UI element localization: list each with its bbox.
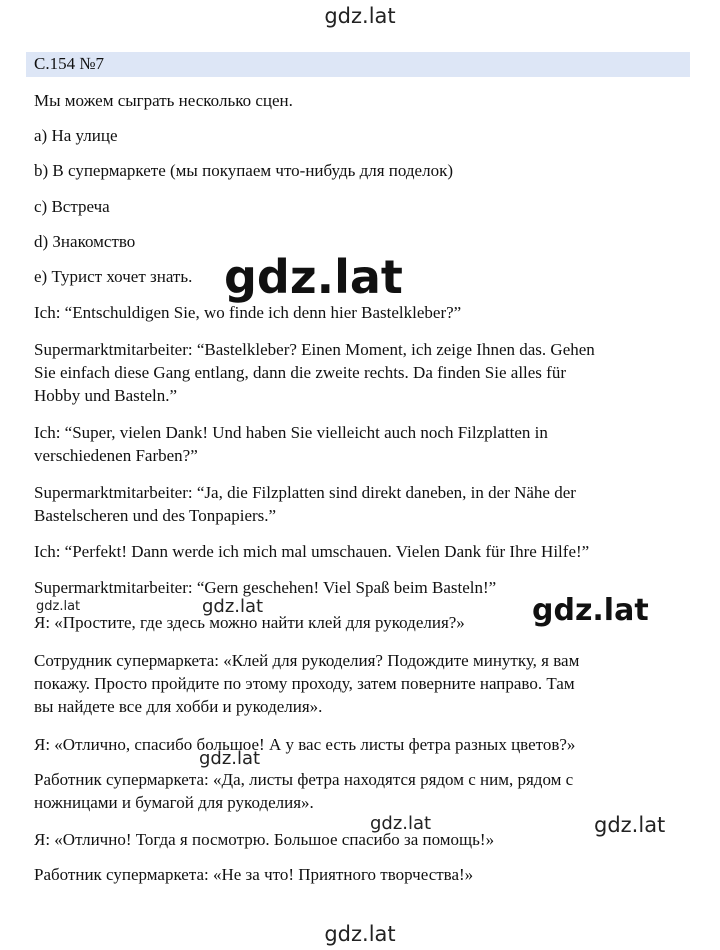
text-line-intro: Мы можем сыграть несколько сцен. <box>34 91 293 110</box>
text-line-dialog: Сотрудник супермаркета: «Клей для рукоделия? Подождите минутку, я вам <box>34 651 580 670</box>
text-line-dialog: Я: «Отлично! Тогда я посмотрю. Большое спасибо за помощь!» <box>34 830 495 849</box>
watermark-large: gdz.lat <box>532 593 649 628</box>
text-line-option-c: c) Встреча <box>34 197 110 216</box>
text-line-dialog: Работник супермаркета: «Не за что! Приятного творчества!» <box>34 865 474 884</box>
text-line-dialog: Ich: “Entschuldigen Sie, wo finde ich denn hier Bastelkleber?” <box>34 303 462 322</box>
watermark-top: gdz.lat <box>324 4 396 28</box>
text-line-dialog: Я: «Отлично, спасибо большое! А у вас есть листы фетра разных цветов?» <box>34 735 576 754</box>
text-line-dialog: Supermarktmitarbeiter: “Ja, die Filzplatten sind direkt daneben, in der Nähe der <box>34 483 576 502</box>
text-line-dialog: Ich: “Perfekt! Dann werde ich mich mal umschauen. Vielen Dank für Ihre Hilfe!” <box>34 542 590 561</box>
text-line-dialog: Работник супермаркета: «Да, листы фетра находятся рядом с ним, рядом с <box>34 770 574 789</box>
watermark-bottom: gdz.lat <box>324 922 396 946</box>
text-line-option-e: e) Турист хочет знать. <box>34 267 193 286</box>
text-line-option-b: b) В супермаркете (мы покупаем что-нибудь для поделок) <box>34 161 454 180</box>
text-line-dialog: Sie einfach diese Gang entlang, dann die zweite rechts. Da finden Sie alles für <box>34 363 566 382</box>
page-header <box>26 52 690 77</box>
text-line-dialog: покажу. Просто пройдите по этому проходу, затем поверните направо. Там <box>34 674 575 693</box>
watermark-small: gdz.lat <box>594 813 666 837</box>
text-line-option-a: a) На улице <box>34 126 118 145</box>
text-line-dialog: Я: «Простите, где здесь можно найти клей для рукоделия?» <box>34 613 465 632</box>
watermark-small: gdz.lat <box>370 813 432 834</box>
text-line-dialog: вы найдете все для хобби и рукоделия». <box>34 697 323 716</box>
page-header-title: С.154 №7 <box>34 54 105 73</box>
text-line-dialog: Supermarktmitarbeiter: “Gern geschehen! Viel Spaß beim Basteln!” <box>34 578 497 597</box>
watermark-small: gdz.lat <box>36 599 81 614</box>
watermark-small: gdz.lat <box>199 748 261 769</box>
text-line-dialog: Bastelscheren und des Tonpapiers.” <box>34 506 277 525</box>
watermark-small: gdz.lat <box>202 596 264 617</box>
text-line-dialog: ножницами и бумагой для рукоделия». <box>34 793 314 812</box>
text-line-dialog: Supermarktmitarbeiter: “Bastelkleber? Einen Moment, ich zeige Ihnen das. Gehen <box>34 340 595 359</box>
watermark-large: gdz.lat <box>224 250 403 304</box>
text-line-option-d: d) Знакомство <box>34 232 136 251</box>
text-line-dialog: Hobby und Basteln.” <box>34 386 178 405</box>
text-line-dialog: verschiedenen Farben?” <box>34 446 198 465</box>
text-line-dialog: Ich: “Super, vielen Dank! Und haben Sie vielleicht auch noch Filzplatten in <box>34 423 548 442</box>
